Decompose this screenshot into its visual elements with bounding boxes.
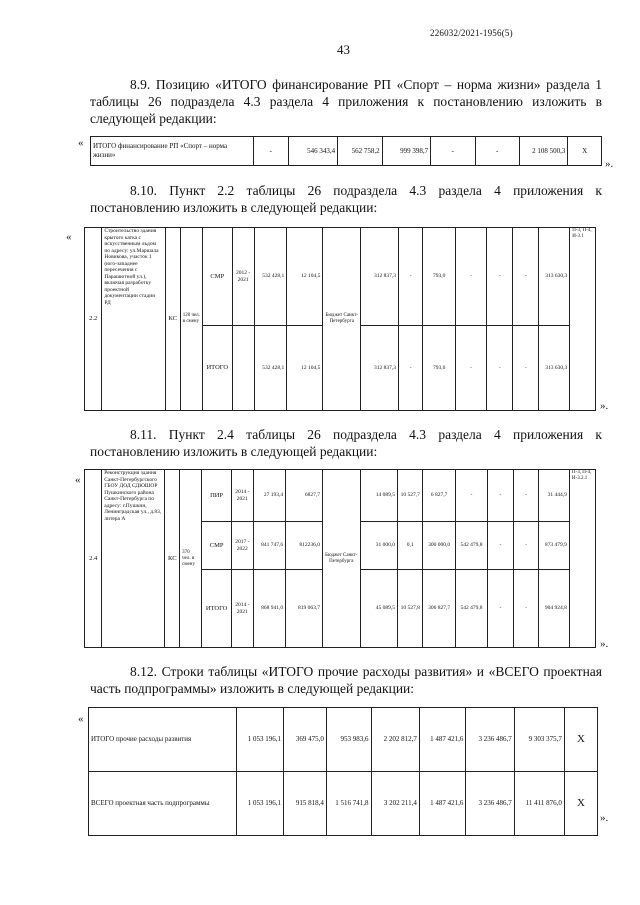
item-codes: П-3, П-4, И-3.1: [570, 228, 596, 411]
cell: 1 053 196,1: [236, 772, 283, 836]
paragraph-8-12: 8.12. Строки таблицы «ИТОГО прочие расходы развития» и «ВСЕГО проектная часть подпрограммы» изложить в следующей редакции:: [90, 664, 602, 696]
row-label: ИТОГО финансирование РП «Спорт – норма жизни»: [91, 137, 254, 166]
cell: -: [513, 522, 539, 570]
cell: -: [398, 228, 422, 326]
cell: 11 411 876,0: [514, 772, 564, 836]
paragraph-8-11: 8.11. Пункт 2.4 таблицы 26 подраздела 4.3 раздела 4 приложения к постановлению изложить в следующей редакции:: [90, 427, 602, 459]
cell: 313 630,3: [539, 326, 570, 411]
row-label: ВСЕГО проектная часть подпрограммы: [89, 772, 237, 836]
cell: 812236,0: [286, 522, 323, 570]
cell: -: [254, 137, 289, 166]
row-label: ИТОГО прочие расходы развития: [89, 708, 237, 772]
cell: -: [488, 470, 514, 522]
years: 2014 - 2021: [231, 470, 253, 522]
item-number: 2.4: [85, 470, 102, 648]
table-rp-total: [90, 136, 602, 166]
years: 2012 - 2021: [232, 228, 254, 326]
years: [232, 326, 254, 411]
cell: 1 487 421,6: [419, 772, 466, 836]
close-quote: ».: [600, 812, 609, 824]
cell: 14 089,5: [360, 470, 397, 522]
cell: 10 527,8: [397, 570, 423, 648]
cell: 312 837,3: [361, 326, 399, 411]
open-quote: «: [78, 137, 84, 149]
cell: 542 479,8: [455, 570, 487, 648]
cell: 1 053 196,1: [236, 708, 283, 772]
item-type: КС: [165, 228, 180, 411]
cell: 3 236 486,7: [466, 708, 514, 772]
cell: -: [487, 326, 513, 411]
funding-source: Бюджет Санкт-Петербурга: [323, 470, 361, 648]
stage: СМР: [202, 522, 231, 570]
cell: 542 479,8: [455, 522, 487, 570]
item-name: Строительство здания крытого катка с искусственным льдом по адресу: ул.Маршала Новикова, участок 1 (юго-западнее пересечения с Парашютной ул.), включая разработку проектной документации стадии РД: [102, 228, 166, 411]
cell: 306 827,7: [423, 570, 455, 648]
cell: -: [488, 522, 514, 570]
table-item-2-2: [84, 227, 596, 411]
open-quote: «: [75, 474, 81, 486]
cell: 31 000,0: [360, 522, 397, 570]
cell: 9 303 375,7: [514, 708, 564, 772]
item-codes: П-3, П-4, И-3.2.1: [569, 470, 595, 648]
cell: 562 758,2: [338, 137, 383, 166]
cell: 2 202 812,7: [371, 708, 419, 772]
cell: 369 475,0: [283, 708, 326, 772]
cell: X: [564, 772, 597, 836]
cell: 546 343,4: [288, 137, 337, 166]
cell: 819 063,7: [286, 570, 323, 648]
cell: 904 924,8: [539, 570, 570, 648]
cell: 915 818,4: [283, 772, 326, 836]
cell: 12 104,5: [287, 326, 323, 411]
cell: 6827,7: [286, 470, 323, 522]
years: 2014 - 2021: [231, 570, 253, 648]
cell: -: [398, 326, 422, 411]
cell: 999 398,7: [382, 137, 431, 166]
open-quote: «: [78, 713, 84, 725]
cell: X: [568, 137, 602, 166]
cell: 532 428,1: [254, 228, 287, 326]
page-number: 43: [337, 42, 350, 57]
cell: 45 089,5: [360, 570, 397, 648]
cell: 793,0: [423, 326, 456, 411]
cell: 1 487 421,6: [419, 708, 466, 772]
cell: 3 236 486,7: [466, 772, 514, 836]
cell: 0,1: [397, 522, 423, 570]
cell: 31 444,9: [539, 470, 570, 522]
close-quote: ».: [600, 400, 609, 412]
cell: 10 527,7: [397, 470, 423, 522]
cell: 2 108 500,3: [519, 137, 568, 166]
table-totals: [88, 707, 598, 836]
cell: 793,0: [423, 228, 456, 326]
cell: -: [455, 470, 487, 522]
cell: 1 516 741,8: [326, 772, 371, 836]
cell: -: [455, 326, 486, 411]
cell: 873 479,9: [539, 522, 570, 570]
funding-source: Бюджет Санкт-Петербурга: [323, 228, 361, 411]
cell: 6 827,7: [423, 470, 455, 522]
stage: ИТОГО: [202, 570, 231, 648]
cell: -: [475, 137, 519, 166]
paragraph-8-10: 8.10. Пункт 2.2 таблицы 26 подраздела 4.3 раздела 4 приложения к постановлению изложить в следующей редакции:: [90, 183, 602, 215]
cell: 313 630,3: [539, 228, 570, 326]
cell: -: [513, 326, 539, 411]
item-number: 2.2: [85, 228, 102, 411]
cell: -: [455, 228, 486, 326]
cell: 3 202 211,4: [371, 772, 419, 836]
item-capacity: 370 чел. в смену: [180, 470, 202, 648]
stage: ПИР: [202, 470, 231, 522]
cell: -: [431, 137, 475, 166]
cell: 953 983,6: [326, 708, 371, 772]
document-number: 226032/2021-1956(5): [430, 28, 513, 38]
open-quote: «: [66, 231, 72, 243]
cell: 841 747,6: [253, 522, 285, 570]
item-type: КС: [165, 470, 180, 648]
stage: ИТОГО: [203, 326, 233, 411]
cell: X: [564, 708, 597, 772]
cell: 532 428,1: [254, 326, 287, 411]
item-capacity: 120 чел. в смену: [180, 228, 202, 411]
cell: 27 193,4: [253, 470, 285, 522]
cell: 312 837,3: [361, 228, 399, 326]
close-quote: ».: [600, 638, 609, 650]
cell: 12 104,5: [287, 228, 323, 326]
cell: 868 941,0: [253, 570, 285, 648]
table-item-2-4: [84, 469, 596, 648]
close-quote: ».: [605, 158, 614, 170]
years: 2017 - 2022: [231, 522, 253, 570]
item-name: Реконструкция здания Санкт-Петербургского ГБОУ ДОД СДЮШОР Пушкинского района Санкт-Петербурга по адресу: г.Пушкин, Ленинградская ул., д.83, литера А: [102, 470, 165, 648]
cell: -: [488, 570, 514, 648]
paragraph-8-9: 8.9. Позицию «ИТОГО финансирование РП «Спорт – норма жизни» раздела 1 таблицы 26 подраздела 4.3 раздела 4 приложения к постановлению изложить в следующей редакции:: [90, 77, 602, 126]
cell: -: [513, 570, 539, 648]
stage: СМР: [203, 228, 233, 326]
cell: 300 000,0: [423, 522, 455, 570]
cell: -: [513, 470, 539, 522]
cell: -: [487, 228, 513, 326]
cell: -: [513, 228, 539, 326]
